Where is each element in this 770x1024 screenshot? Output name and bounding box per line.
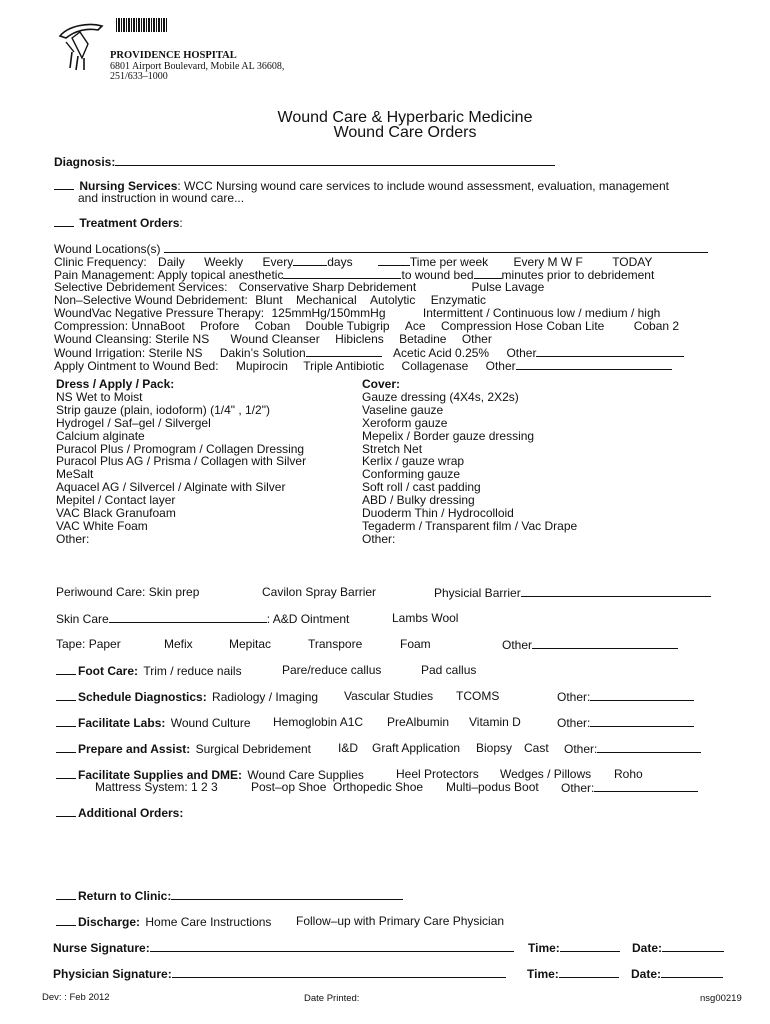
physician-signature-row bbox=[53, 966, 506, 981]
cover-item[interactable]: Stretch Net bbox=[362, 441, 423, 456]
prepare-label: Prepare and Assist: bbox=[78, 742, 191, 756]
supplies-other-row bbox=[561, 780, 698, 795]
woundvac-mode[interactable]: Intermittent / Continuous low / medium / high bbox=[422, 306, 661, 320]
foot-care-row bbox=[56, 663, 242, 678]
diagnostics-label: Schedule Diagnostics: bbox=[78, 690, 207, 704]
ointment-other[interactable]: Other bbox=[485, 359, 516, 373]
dress-item-other[interactable]: Other: bbox=[56, 531, 90, 546]
frequency-today[interactable]: TODAY bbox=[612, 255, 653, 269]
ointment-other-field[interactable] bbox=[516, 358, 672, 370]
frequency-daily[interactable]: Daily bbox=[158, 255, 185, 269]
cover-header: Cover: bbox=[362, 377, 401, 391]
nurse-signature-label: Nurse Signature: bbox=[53, 941, 150, 955]
supplies-wound-care[interactable]: Wound Care Supplies bbox=[247, 768, 364, 782]
irrigation-dakins[interactable]: Dakin’s Solution bbox=[219, 346, 306, 360]
labs-wound-culture[interactable]: Wound Culture bbox=[170, 716, 251, 730]
compression-ace[interactable]: Ace bbox=[404, 319, 426, 333]
cleansing-betadine[interactable]: Betadine bbox=[399, 332, 447, 346]
physician-date-row bbox=[631, 966, 723, 981]
periwound-physical-barrier[interactable]: Physicial Barrier bbox=[434, 586, 521, 600]
dress-item[interactable]: Strip gauze (plain, iodoform) (1/4" , 1/2") bbox=[56, 402, 270, 417]
footer-date-printed: Date Printed: bbox=[304, 993, 360, 1004]
foot-trim-nails[interactable]: Trim / reduce nails bbox=[143, 664, 242, 678]
cover-item[interactable]: Soft roll / cast padding bbox=[362, 480, 481, 495]
selective-conservative-sharp[interactable]: Conservative Sharp Debridement bbox=[238, 280, 417, 294]
woundvac-label: WoundVac Negative Pressure Therapy: bbox=[54, 306, 265, 320]
tape-mefix[interactable]: Mefix bbox=[164, 637, 193, 651]
physician-time-row bbox=[527, 966, 619, 981]
labs-prealbumin[interactable]: PreAlbumin bbox=[387, 715, 450, 729]
physician-time-label: Time: bbox=[527, 967, 559, 981]
diagnostics-other[interactable]: Other: bbox=[557, 690, 591, 704]
compression-coban-2[interactable]: Coban 2 bbox=[633, 319, 680, 333]
cover-item[interactable]: ABD / Bulky dressing bbox=[362, 493, 475, 508]
pain-label: Pain Management: Apply topical anesthetic bbox=[54, 268, 284, 282]
frequency-mwf[interactable]: Every M W F bbox=[513, 255, 583, 269]
cleansing-hibiclens[interactable]: Hibiclens bbox=[335, 332, 384, 346]
labs-other-field[interactable] bbox=[590, 715, 694, 727]
dress-item[interactable]: Puracol Plus AG / Prisma / Collagen with Silver bbox=[56, 454, 307, 469]
diagnosis-field[interactable] bbox=[115, 154, 555, 166]
woundvac-pressure[interactable]: 125mmHg/150mmHg bbox=[271, 306, 386, 320]
prepare-graft-application[interactable]: Graft Application bbox=[372, 741, 461, 755]
tape-foam[interactable]: Foam bbox=[400, 637, 431, 651]
prepare-biopsy[interactable]: Biopsy bbox=[476, 741, 513, 755]
selective-pulse-lavage[interactable]: Pulse Lavage bbox=[471, 280, 545, 294]
dress-item[interactable]: MeSalt bbox=[56, 467, 94, 482]
physician-date-label: Date: bbox=[631, 967, 662, 981]
supplies-orthopedic-shoe[interactable]: Orthopedic Shoe bbox=[333, 780, 424, 794]
non-selective-debridement-row bbox=[54, 293, 486, 307]
wound-cleansing-row bbox=[54, 332, 492, 346]
additional-orders-checkbox[interactable] bbox=[56, 805, 76, 817]
frequency-every[interactable]: Every bbox=[262, 255, 294, 269]
irrigation-sterile-ns[interactable]: Wound Irrigation: Sterile NS bbox=[54, 346, 203, 360]
dress-item[interactable]: NS Wet to Moist bbox=[56, 389, 143, 404]
physician-signature-field[interactable] bbox=[172, 966, 506, 978]
physician-signature-label: Physician Signature: bbox=[53, 967, 172, 981]
prepare-cast[interactable]: Cast bbox=[524, 741, 549, 755]
non-selective-enzymatic[interactable]: Enzymatic bbox=[430, 293, 487, 307]
supplies-other[interactable]: Other: bbox=[561, 781, 595, 795]
cleansing-wound-cleanser[interactable]: Wound Cleanser bbox=[230, 332, 320, 346]
skin-lambs-wool[interactable]: Lambs Wool bbox=[392, 611, 459, 625]
cover-item[interactable]: Kerlix / gauze wrap bbox=[362, 454, 465, 469]
nurse-time-label: Time: bbox=[528, 941, 560, 955]
minutes-field[interactable] bbox=[474, 267, 502, 279]
discharge-label: Discharge: bbox=[78, 915, 141, 929]
selective-debridement-row bbox=[54, 280, 544, 294]
times-per-week-field[interactable] bbox=[378, 254, 410, 266]
frequency-days: days bbox=[327, 255, 353, 269]
skin-care-row bbox=[56, 611, 349, 626]
supplies-other-field[interactable] bbox=[594, 780, 698, 792]
ointment-mupirocin[interactable]: Mupirocin bbox=[235, 359, 288, 373]
supplies-label: Facilitate Supplies and DME: bbox=[78, 768, 243, 782]
diagnostics-row bbox=[56, 689, 318, 704]
treatment-colon: : bbox=[179, 216, 183, 230]
nurse-date-field[interactable] bbox=[662, 940, 724, 952]
skin-ad-ointment[interactable]: : A&D Ointment bbox=[266, 612, 350, 626]
pain-to-wound-bed: to wound bed bbox=[401, 268, 474, 282]
non-selective-mechanical[interactable]: Mechanical bbox=[295, 293, 357, 307]
cover-item-other[interactable]: Other: bbox=[362, 531, 396, 546]
tape-paper[interactable]: Tape: Paper bbox=[56, 637, 121, 651]
skin-care-field[interactable] bbox=[109, 611, 267, 623]
dress-item[interactable]: VAC Black Granufoam bbox=[56, 506, 176, 521]
supplies-wedges-pillows[interactable]: Wedges / Pillows bbox=[500, 767, 592, 781]
treatment-label: Treatment Orders bbox=[79, 216, 180, 230]
woundvac-row bbox=[54, 306, 660, 320]
pain-minutes-prior: minutes prior to debridement bbox=[501, 268, 655, 282]
supplies-mattress-system[interactable]: Mattress System: 1 2 3 bbox=[95, 780, 218, 794]
hospital-address: 6801 Airport Boulevard, Mobile AL 36608, bbox=[110, 61, 285, 72]
prepare-i-and-d[interactable]: I&D bbox=[338, 741, 359, 755]
supplies-multi-podus-boot[interactable]: Multi–podus Boot bbox=[446, 780, 539, 794]
compression-coban[interactable]: Coban bbox=[254, 319, 291, 333]
ointment-label: Apply Ointment to Wound Bed: bbox=[54, 359, 219, 373]
tape-other-row bbox=[502, 637, 678, 652]
footer-form-code: nsg00219 bbox=[700, 993, 742, 1004]
prepare-checkbox[interactable] bbox=[56, 741, 76, 753]
dakins-field[interactable] bbox=[306, 345, 382, 357]
hospital-name: PROVIDENCE HOSPITAL bbox=[110, 50, 237, 61]
foot-care-checkbox[interactable] bbox=[56, 663, 76, 675]
cleansing-sterile-ns[interactable]: Wound Cleansing: Sterile NS bbox=[54, 332, 210, 346]
physician-time-field[interactable] bbox=[559, 966, 619, 978]
return-clinic-label: Return to Clinic: bbox=[78, 889, 172, 903]
form-subtitle: Wound Care Orders bbox=[333, 124, 477, 141]
tape-mepitac[interactable]: Mepitac bbox=[229, 637, 272, 651]
nurse-signature-field[interactable] bbox=[150, 940, 514, 952]
prepare-other-field[interactable] bbox=[597, 741, 701, 753]
tape-other-field[interactable] bbox=[532, 637, 678, 649]
cover-item[interactable]: Vaseline gauze bbox=[362, 402, 444, 417]
diagnosis-label: Diagnosis: bbox=[54, 155, 116, 169]
physician-date-field[interactable] bbox=[661, 966, 723, 978]
prepare-surgical-debridement[interactable]: Surgical Debridement bbox=[195, 742, 311, 756]
nursing-checkbox[interactable] bbox=[54, 178, 74, 190]
dress-item[interactable]: Puracol Plus / Promogram / Collagen Dressing bbox=[56, 441, 305, 456]
supplies-roho[interactable]: Roho bbox=[614, 767, 643, 781]
cover-item[interactable]: Xeroform gauze bbox=[362, 415, 448, 430]
ointment-row bbox=[54, 358, 672, 373]
diagnostics-other-field[interactable] bbox=[590, 689, 694, 701]
nurse-time-row bbox=[528, 940, 620, 955]
clinic-frequency-label: Clinic Frequency: bbox=[54, 255, 147, 269]
labs-hemoglobin-a1c[interactable]: Hemoglobin A1C bbox=[273, 715, 364, 729]
frequency-time-per-week[interactable]: Time per week bbox=[409, 255, 489, 269]
periwound-physical-row bbox=[434, 585, 711, 600]
anesthetic-field[interactable] bbox=[283, 267, 401, 279]
foot-pare-callus[interactable]: Pare/reduce callus bbox=[282, 663, 382, 677]
labs-checkbox[interactable] bbox=[56, 715, 76, 727]
discharge-follow-up[interactable]: Follow–up with Primary Care Physician bbox=[296, 914, 505, 928]
diagnosis-row bbox=[54, 154, 555, 169]
nurse-date-row bbox=[632, 940, 724, 955]
ointment-collagenase[interactable]: Collagenase bbox=[401, 359, 469, 373]
hospital-phone: 251/633–1000 bbox=[110, 71, 168, 82]
cover-item[interactable]: Tegaderm / Transparent film / Vac Drape bbox=[362, 518, 578, 533]
compression-hose-coban-lite[interactable]: Compression Hose Coban Lite bbox=[440, 319, 605, 333]
dress-item[interactable]: VAC White Foam bbox=[56, 518, 148, 533]
labs-other[interactable]: Other: bbox=[557, 716, 591, 730]
return-clinic-field[interactable] bbox=[171, 888, 403, 900]
irrigation-other-field[interactable] bbox=[536, 345, 684, 357]
nursing-label: Nursing Services bbox=[79, 179, 178, 193]
nurse-signature-row bbox=[53, 940, 514, 955]
dress-item[interactable]: Aquacel AG / Silvercel / Alginate with Silver bbox=[56, 480, 286, 495]
irrigation-other[interactable]: Other bbox=[506, 346, 537, 360]
nursing-text: : WCC Nursing wound care services to include wound assessment, evaluation, management bbox=[177, 179, 669, 193]
frequency-weekly[interactable]: Weekly bbox=[204, 255, 244, 269]
compression-profore[interactable]: Profore bbox=[200, 319, 240, 333]
compression-row bbox=[54, 319, 679, 333]
dress-header: Dress / Apply / Pack: bbox=[56, 377, 175, 391]
irrigation-acetic-acid[interactable]: Acetic Acid 0.25% bbox=[393, 346, 490, 360]
supplies-heel-protectors[interactable]: Heel Protectors bbox=[396, 767, 479, 781]
dress-item[interactable]: Calcium alginate bbox=[56, 428, 145, 443]
return-clinic-checkbox[interactable] bbox=[56, 888, 76, 900]
diagnostics-radiology[interactable]: Radiology / Imaging bbox=[212, 690, 319, 704]
periwound-skin-prep[interactable]: Periwound Care: Skin prep bbox=[56, 585, 200, 599]
tape-transpore[interactable]: Transpore bbox=[308, 637, 363, 651]
dress-list bbox=[56, 378, 306, 546]
barcode bbox=[116, 18, 168, 32]
periwound-cavilon[interactable]: Cavilon Spray Barrier bbox=[262, 585, 377, 599]
discharge-row bbox=[56, 914, 271, 929]
labs-vitamin-d[interactable]: Vitamin D bbox=[469, 715, 521, 729]
nurse-time-field[interactable] bbox=[560, 940, 620, 952]
non-selective-autolytic[interactable]: Autolytic bbox=[369, 293, 416, 307]
cover-item[interactable]: Duoderm Thin / Hydrocolloid bbox=[362, 506, 514, 521]
discharge-checkbox[interactable] bbox=[56, 914, 76, 926]
every-days-field[interactable] bbox=[293, 254, 327, 266]
non-selective-blunt[interactable]: Blunt bbox=[255, 293, 283, 307]
labs-other-row bbox=[557, 715, 694, 730]
wound-locations-field[interactable] bbox=[164, 241, 708, 253]
prepare-other[interactable]: Other: bbox=[564, 742, 598, 756]
supplies-post-op-shoe[interactable]: Post–op Shoe bbox=[251, 780, 327, 794]
ointment-triple-antibiotic[interactable]: Triple Antibiotic bbox=[303, 359, 385, 373]
nurse-date-label: Date: bbox=[632, 941, 663, 955]
diagnostics-other-row bbox=[557, 689, 694, 704]
tape-other[interactable]: Other bbox=[502, 638, 533, 652]
dress-item[interactable]: Hydrogel / Saf–gel / Silvergel bbox=[56, 415, 211, 430]
skin-care-label: Skin Care bbox=[56, 612, 109, 626]
physical-barrier-field[interactable] bbox=[521, 585, 711, 597]
non-selective-label: Non–Selective Wound Debridement: bbox=[54, 293, 248, 307]
discharge-home-care[interactable]: Home Care Instructions bbox=[145, 915, 272, 929]
cover-item[interactable]: Mepelix / Border gauze dressing bbox=[362, 428, 535, 443]
labs-label: Facilitate Labs: bbox=[78, 716, 166, 730]
wound-locations-label: Wound Locations(s) bbox=[54, 242, 161, 256]
diagnostics-tcoms[interactable]: TCOMS bbox=[456, 689, 500, 703]
cover-item[interactable]: Conforming gauze bbox=[362, 467, 461, 482]
return-clinic-row bbox=[56, 888, 403, 903]
diagnostics-checkbox[interactable] bbox=[56, 689, 76, 701]
prepare-other-row bbox=[564, 741, 701, 756]
compression-double-tubigrip[interactable]: Double Tubigrip bbox=[305, 319, 390, 333]
supplies-checkbox[interactable] bbox=[56, 767, 76, 779]
treatment-row bbox=[54, 215, 183, 230]
selective-label: Selective Debridement Services: bbox=[54, 280, 228, 294]
additional-orders-row bbox=[56, 805, 183, 820]
compression-unnaboot[interactable]: Compression: UnnaBoot bbox=[54, 319, 185, 333]
dress-item[interactable]: Mepitel / Contact layer bbox=[56, 493, 176, 508]
providence-hospital-logo bbox=[58, 22, 108, 72]
treatment-checkbox[interactable] bbox=[54, 215, 74, 227]
form-title: Wound Care & Hyperbaric Medicine bbox=[277, 109, 533, 126]
diagnostics-vascular[interactable]: Vascular Studies bbox=[344, 689, 434, 703]
cover-list bbox=[362, 378, 577, 546]
footer-revision: Dev: : Feb 2012 bbox=[42, 992, 110, 1003]
cleansing-other[interactable]: Other bbox=[461, 332, 492, 346]
foot-care-label: Foot Care: bbox=[78, 664, 138, 678]
foot-pad-callus[interactable]: Pad callus bbox=[421, 663, 477, 677]
prepare-row bbox=[56, 741, 311, 756]
nursing-text-2: and instruction in wound care... bbox=[78, 191, 245, 205]
labs-row bbox=[56, 715, 251, 730]
additional-orders-label: Additional Orders: bbox=[78, 806, 184, 820]
cover-item[interactable]: Gauze dressing (4X4s, 2X2s) bbox=[362, 389, 519, 404]
